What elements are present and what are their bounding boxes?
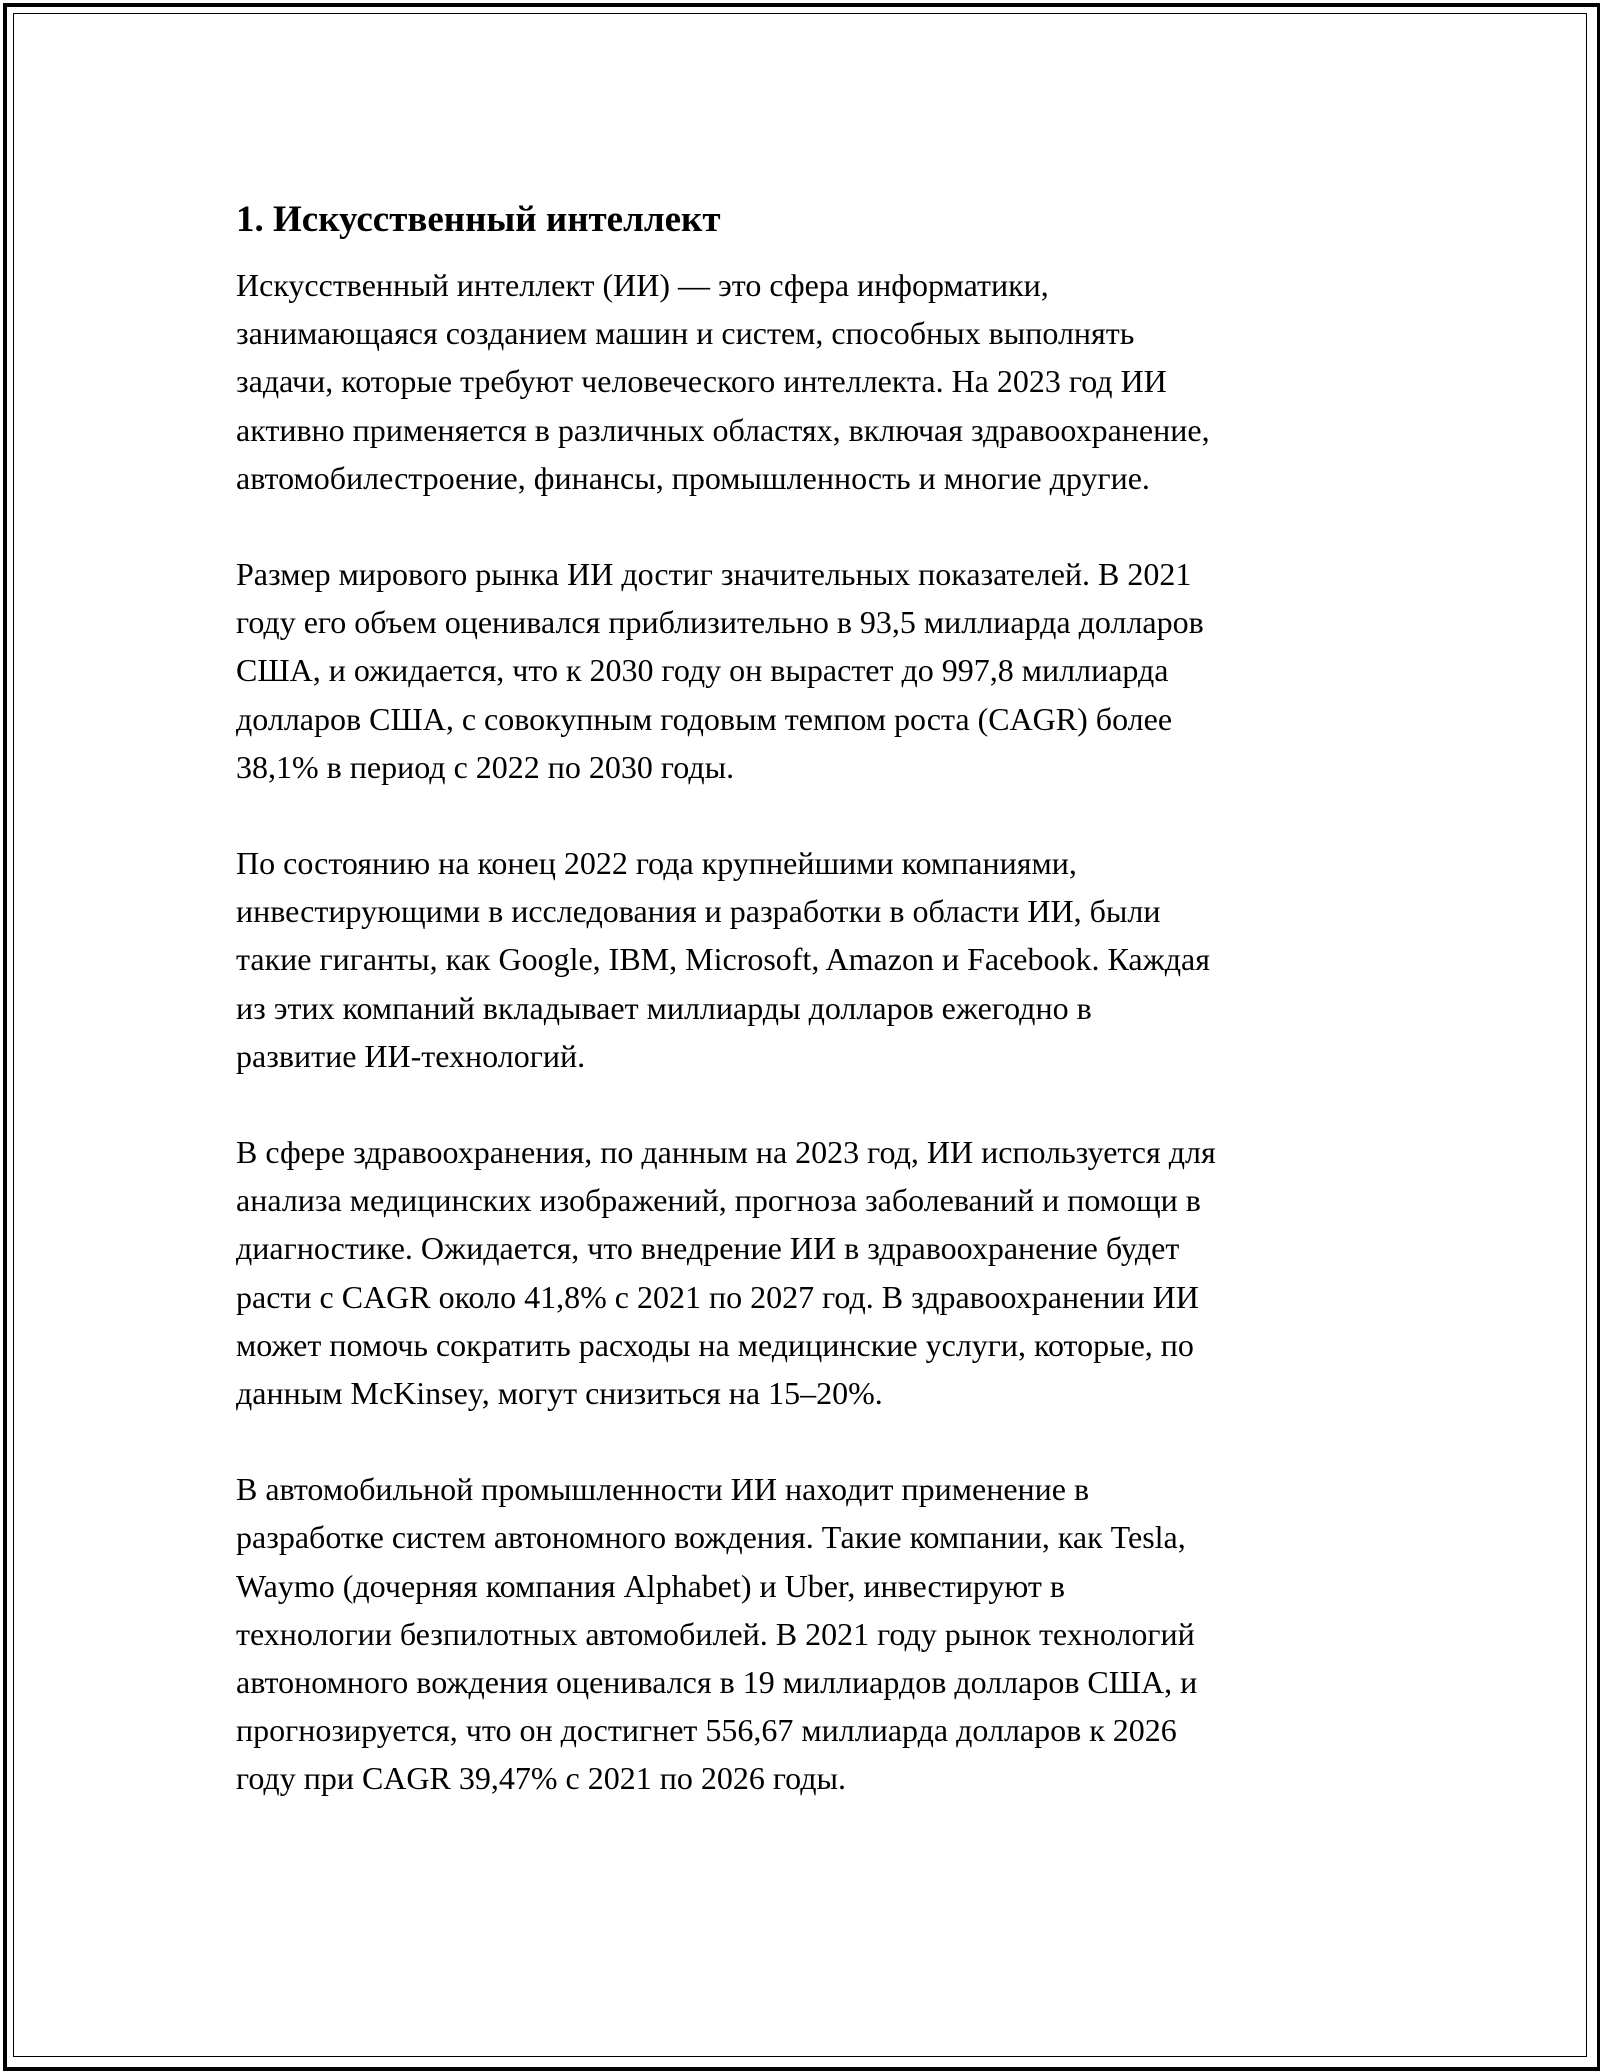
document-body	[236, 196, 1396, 1803]
paragraph-market-size: Размер мирового рынка ИИ достиг значительных показателей. В 2021 году его объем оценивался приблизительно в 93,5 миллиарда долларов США, и ожидается, что к 2030 году он вырастет до 997,8 миллиарда долларов США, с совокупным годовым темпом роста (CAGR) более 38,1% в период с 2022 по 2030 годы.	[236, 556, 1204, 785]
paragraph-automotive: В автомобильной промышленности ИИ находит применение в разработке систем автономного вождения. Такие компании, как Tesla, Waymo (дочерняя компания Alphabet) и Uber, инвестируют в технологии безпилотных автомобилей. В 2021 году рынок технологий автономного вождения оценивался в 19 миллиардов долларов США, и прогнозируется, что он достигнет 556,67 миллиарда долларов к 2026 году при CAGR 39,47% с 2021 по 2026 годы.	[236, 1471, 1198, 1797]
paragraph-ai-definition: Искусственный интеллект (ИИ) — это сфера информатики, занимающаяся созданием машин и систем, способных выполнять задачи, которые требуют человеческого интеллекта. На 2023 год ИИ активно применяется в различных областях, включая здравоохранение, автомобилестроение, финансы, промышленность и многие другие.	[236, 267, 1210, 496]
section-title: 1. Искусственный интеллект	[236, 199, 721, 240]
paragraph-companies: По состоянию на конец 2022 года крупнейшими компаниями, инвестирующими в исследования и разработки в области ИИ, были такие гиганты, как Google, IBM, Microsoft, Amazon и Facebook. Каждая из этих компаний вкладывает миллиарды долларов ежегодно в развитие ИИ-технологий.	[236, 845, 1210, 1074]
paragraph-healthcare: В сфере здравоохранения, по данным на 2023 год, ИИ используется для анализа медицинских изображений, прогноза заболеваний и помощи в диагностике. Ожидается, что внедрение ИИ в здравоохранение будет расти с CAGR около 41,8% с 2021 по 2027 год. В здравоохранении ИИ может помочь сократить расходы на медицинские услуги, которые, по данным McKinsey, могут снизиться на 15–20%.	[236, 1134, 1216, 1412]
page-inner-border	[13, 13, 1587, 2057]
